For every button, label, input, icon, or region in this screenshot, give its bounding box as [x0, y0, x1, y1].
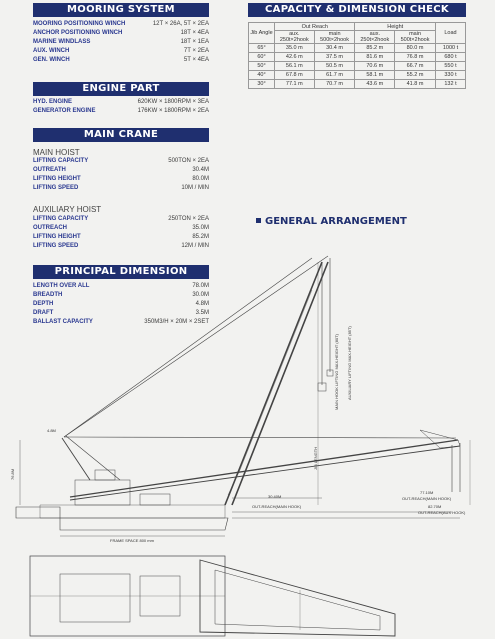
table-cell-h-main: 80.0 m: [395, 44, 436, 53]
spec-value: 30.4M: [192, 167, 209, 173]
spec-label: LIFTING HEIGHT: [33, 176, 81, 182]
spec-value: 18T × 1EA: [180, 39, 209, 45]
spec-label: LIFTING SPEED: [33, 243, 79, 249]
outreach-aux-text: OUT-REACH(MAIN HOOK): [402, 496, 452, 501]
spec-value: 78.0M: [192, 283, 209, 289]
table-cell-h-main: 66.7 m: [395, 62, 436, 71]
spec-label: DRAFT: [33, 310, 54, 316]
spec-label: LIFTING SPEED: [33, 185, 79, 191]
low-boom-2: [70, 446, 460, 500]
spec-label: OUTREATH: [33, 167, 66, 173]
barge-hull: [16, 507, 228, 530]
table-cell-h-aux: 70.6 m: [355, 62, 395, 71]
winch-block: [140, 494, 170, 505]
table-cell-o-main: 50.5 m: [314, 62, 355, 71]
aux-lift-height-label: AUXILIARY LIFTING MAX.HEIGHT (85T): [347, 326, 352, 400]
table-cell-angle: 50°: [249, 62, 275, 71]
outreach-aux-value: 77.10M: [420, 490, 434, 495]
spec-value: 7T × 2EA: [183, 48, 209, 54]
col-height-aux: aux. 250t×2hook: [355, 31, 395, 44]
spec-value: 35.0M: [192, 225, 209, 231]
spec-value: 10M / MIN: [181, 185, 209, 191]
table-cell-h-main: 55.2 m: [395, 71, 436, 80]
outreach-aux2-text: OUT-REACH(AUX HOOK): [418, 510, 466, 515]
col-height: Height: [355, 23, 436, 31]
table-cell-angle: 60°: [249, 53, 275, 62]
outreach-main-value: 30.40M: [268, 494, 282, 499]
general-arrangement-label: GENERAL ARRANGEMENT: [265, 216, 407, 227]
table-cell-load: 680 t: [436, 53, 466, 62]
main-boom-front: [225, 262, 322, 505]
spec-label: BREADTH: [33, 292, 63, 298]
depth-label: 4.8M: [47, 428, 56, 433]
spec-value: 500TON × 2EA: [168, 158, 209, 164]
barge-deck: [40, 505, 225, 518]
col-load: Load: [436, 23, 466, 44]
mooring-section-header: MOORING SYSTEM: [33, 3, 209, 17]
spec-value: 80.0M: [192, 176, 209, 182]
table-cell-angle: 65°: [249, 44, 275, 53]
table-cell-h-main: 41.8 m: [395, 80, 436, 89]
capacity-section-header: CAPACITY & DIMENSION CHECK: [248, 3, 466, 17]
spec-label: LIFTING HEIGHT: [33, 234, 81, 240]
crane-cabin: [95, 470, 115, 480]
table-cell-load: 1000 t: [436, 44, 466, 53]
spec-label: LIFTING CAPACITY: [33, 158, 89, 164]
table-cell-h-aux: 81.6 m: [355, 53, 395, 62]
spec-value: 18T × 4EA: [180, 30, 209, 36]
table-cell-o-aux: 67.8 m: [275, 71, 315, 80]
table-cell-h-aux: 85.2 m: [355, 44, 395, 53]
low-boom: [70, 440, 458, 497]
col-jib-angle: Jib Angle: [249, 23, 275, 44]
col-outreach-aux: aux. 250t×2hook: [275, 31, 315, 44]
outreach-main-text: OUT-REACH(MAIN HOOK): [252, 504, 302, 509]
col-height-main: main 500t×2hook: [395, 31, 436, 44]
table-cell-o-aux: 42.6 m: [275, 53, 315, 62]
table-cell-load: 132 t: [436, 80, 466, 89]
table-cell-o-main: 37.5 m: [314, 53, 355, 62]
spec-label: AUX. WINCH: [33, 48, 70, 54]
spec-label: GEN. WINCH: [33, 57, 70, 63]
table-cell-o-aux: 56.1 m: [275, 62, 315, 71]
main-crane-section-header: MAIN CRANE: [33, 128, 209, 142]
spec-value: 250TON × 2EA: [168, 216, 209, 222]
spec-value: 12T × 26A, 5T × 2EA: [152, 21, 209, 27]
spec-label: MARINE WINDLASS: [33, 39, 91, 45]
table-cell-h-main: 76.8 m: [395, 53, 436, 62]
table-cell-angle: 30°: [249, 80, 275, 89]
spec-label: BALLAST CAPACITY: [33, 319, 93, 325]
principal-dimension-header: PRINCIPAL DIMENSION: [33, 265, 209, 279]
spec-value: 12M / MIN: [181, 243, 209, 249]
main-hoist-subtitle: MAIN HOIST: [33, 148, 80, 157]
spec-label: LENGTH OVER ALL: [33, 283, 90, 289]
jib-length-label: JIB LENGTH: [313, 446, 318, 470]
spec-label: MOORING POSITIONING WINCH: [33, 21, 126, 27]
col-outreach: Out Reach: [275, 23, 355, 31]
table-cell-h-aux: 58.1 m: [355, 71, 395, 80]
plan-crane-base: [60, 574, 130, 622]
main-lift-height-label: MAIN HOOK LIFTING MAX.HEIGHT (80T): [334, 334, 339, 410]
col-outreach-main: main 500t×2hook: [314, 31, 355, 44]
table-cell-h-aux: 43.6 m: [355, 80, 395, 89]
spec-value: 30.0M: [192, 292, 209, 298]
table-cell-o-aux: 35.0 m: [275, 44, 315, 53]
spec-label: GENERATOR ENGINE: [33, 108, 96, 114]
spec-value: 350M3/H × 20M × 2SET: [144, 319, 209, 325]
spec-label: DEPTH: [33, 301, 54, 307]
engine-section-header: ENGINE PART: [33, 82, 209, 96]
table-cell-o-main: 70.7 m: [314, 80, 355, 89]
spec-value: 85.2M: [192, 234, 209, 240]
pendant-line-1: [64, 258, 312, 437]
height-left-label: 76.8M: [10, 468, 15, 480]
outreach-aux2-value: 82.70M: [428, 504, 442, 509]
table-cell-o-aux: 77.1 m: [275, 80, 315, 89]
spec-label: ANCHOR POSITIONING WINCH: [33, 30, 123, 36]
spec-value: 3.5M: [195, 310, 209, 316]
spec-value: 620KW × 1800RPM × 3EA: [137, 99, 209, 105]
frame-space-label: FRAME SPACE 800 mm: [110, 538, 154, 543]
spec-value: 5T × 4EA: [183, 57, 209, 63]
aux-hoist-subtitle: AUXILIARY HOIST: [33, 205, 102, 214]
table-cell-angle: 40°: [249, 71, 275, 80]
table-cell-o-main: 61.7 m: [314, 71, 355, 80]
spec-label: LIFTING CAPACITY: [33, 216, 89, 222]
spec-value: 176KW × 1800RPM × 2EA: [137, 108, 209, 114]
table-cell-o-main: 30.4 m: [314, 44, 355, 53]
table-cell-load: 330 t: [436, 71, 466, 80]
spec-value: 4.8M: [195, 301, 209, 307]
table-cell-load: 550 t: [436, 62, 466, 71]
spec-label: HYD. ENGINE: [33, 99, 73, 105]
plan-boom-inner: [215, 570, 380, 630]
aframe-back: [66, 436, 120, 480]
spec-label: OUTREACH: [33, 225, 67, 231]
low-pendant: [64, 437, 456, 438]
